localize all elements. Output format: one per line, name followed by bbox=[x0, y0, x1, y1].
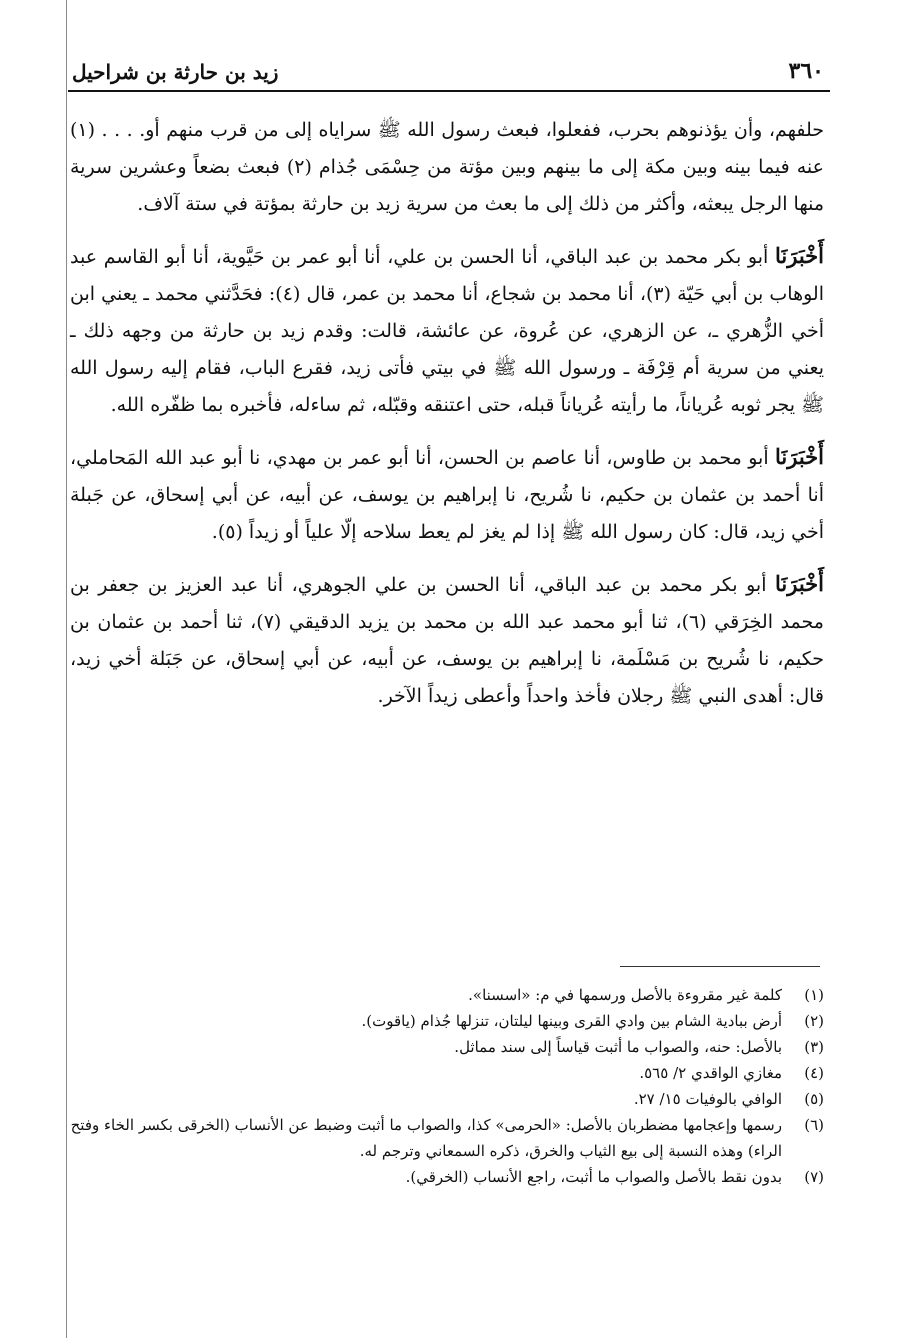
footnote-number: (٤) bbox=[804, 1064, 824, 1082]
footnote-text: رسمها وإعجامها مضطربان بالأصل: «الحرمى» كذا، والصواب ما أثبت وضبط عن الأنساب (الخرقى بكسر الخاء وفتح الراء) وهذه النسبة إلى بيع الثياب والخرق، ذكره السمعاني وترجم له. bbox=[70, 1116, 782, 1160]
footnote-text: بدون نقط بالأصل والصواب ما أثبت، راجع الأنساب (الخرقي). bbox=[405, 1168, 782, 1186]
paragraph-lead: أَخْبَرَنَا bbox=[775, 444, 824, 469]
footnote-number: (١) bbox=[804, 986, 824, 1004]
footnote-text: الوافي بالوفيات ١٥/ ٢٧. bbox=[633, 1090, 782, 1108]
footnote bbox=[70, 1086, 824, 1112]
footnote bbox=[70, 1112, 824, 1164]
footnote-number: (٣) bbox=[804, 1038, 824, 1056]
footnote bbox=[70, 982, 824, 1008]
footnote-number: (٦) bbox=[804, 1116, 824, 1134]
footnote-text: كلمة غير مقروءة بالأصل ورسمها في م: «اسسنا». bbox=[468, 986, 782, 1004]
footnote-number: (٢) bbox=[804, 1012, 824, 1030]
footnote bbox=[70, 1060, 824, 1086]
page-number: ٣٦٠ bbox=[788, 58, 824, 84]
paragraph bbox=[70, 110, 824, 223]
footnote-rule bbox=[620, 966, 820, 967]
paragraph-text: أبو محمد بن طاوس، أنا عاصم بن الحسن، أنا أبو عمر بن مهدي، نا أبو عبد الله المَحاملي، أنا أحمد بن عثمان بن حكيم، نا شُريح، نا إبراهيم بن يوسف، عن أبيه، عن أبي إسحاق، عن جَبلة أخي زيد، قال: كان رسول الله ﷺ إذا لم يغز لم يعط سلاحه إلّا علياً أو زيداً (٥). bbox=[70, 447, 824, 543]
footnote-text: مغازي الواقدي ٢/ ٥٦٥. bbox=[639, 1064, 782, 1082]
footnote-number: (٧) bbox=[804, 1168, 824, 1186]
paragraph-text: أبو بكر محمد بن عبد الباقي، أنا الحسن بن علي، أنا أبو عمر بن حَيَّوية، أنا أبو القاسم عبد الوهاب بن أبي حَيّة (٣)، أنا محمد بن شجاع، أنا محمد بن عمر، قال (٤): فحَدَّثني محمد ـ يعني ابن أخي الزُّهري ـ، عن الزهري، عن عُروة، عن عائشة، قالت: وقدم زيد بن حارثة من وجهه ذلك ـ يعني من سرية أم قِرْفَة ـ ورسول الله ﷺ في بيتي فأتى زيد، فقرع الباب، فقام إليه رسول الله ﷺ يجر ثوبه عُرياناً، ما رأيته عُرياناً قبله، حتى اعتنقه وقبّله، ثم ساءله، فأخبره بما ظفّره الله. bbox=[70, 246, 824, 416]
footnote bbox=[70, 1008, 824, 1034]
paragraph-text: أبو بكر محمد بن عبد الباقي، أنا الحسن بن علي الجوهري، أنا عبد العزيز بن جعفر بن محمد الخِرَقي (٦)، ثنا أبو محمد عبد الله بن محمد بن يزيد الدقيقي (٧)، ثنا أحمد بن عثمان بن حكيم، نا شُريح بن مَسْلَمة، نا إبراهيم بن يوسف، عن أبيه، عن أبي إسحاق، عن جَبَلة أخي زيد، قال: أهدى النبي ﷺ رجلان فأخذ واحداً وأعطى زيداً الآخر. bbox=[70, 574, 824, 707]
header-rule bbox=[68, 90, 830, 92]
footnote-number: (٥) bbox=[804, 1090, 824, 1108]
footnotes bbox=[70, 982, 824, 1190]
footnote-text: بالأصل: حنه، والصواب ما أثبت قياساً إلى سند مماثل. bbox=[454, 1038, 782, 1056]
footnote-text: أرض ببادية الشام بين وادي القرى وبينها ليلتان، تنزلها جُذام (ياقوت). bbox=[361, 1012, 782, 1030]
main-text bbox=[70, 110, 824, 729]
page-left-border bbox=[66, 0, 67, 1338]
paragraph bbox=[70, 438, 824, 551]
paragraph bbox=[70, 565, 824, 715]
footnote bbox=[70, 1164, 824, 1190]
paragraph bbox=[70, 237, 824, 424]
paragraph-lead: أَخْبَرَنَا bbox=[775, 243, 824, 268]
paragraph-lead: أَخْبَرَنَا bbox=[775, 571, 824, 596]
paragraph-text: حلفهم، وأن يؤذنوهم بحرب، ففعلوا، فبعث رسول الله ﷺ سراياه إلى من قرب منهم أو. . . . (١) عنه فيما بينه وبين مكة إلى ما بينهم وبين مؤتة من حِسْمَى جُذام (٢) فبعث بضعاً وعشرين سرية منها الرجل يبعثه، وأكثر من ذلك إلى ما بعث من سرية زيد بن حارثة بمؤتة في ستة آلاف. bbox=[70, 119, 824, 215]
footnote bbox=[70, 1034, 824, 1060]
page-header bbox=[72, 50, 824, 84]
running-title: زيد بن حارثة بن شراحيل bbox=[72, 60, 279, 84]
